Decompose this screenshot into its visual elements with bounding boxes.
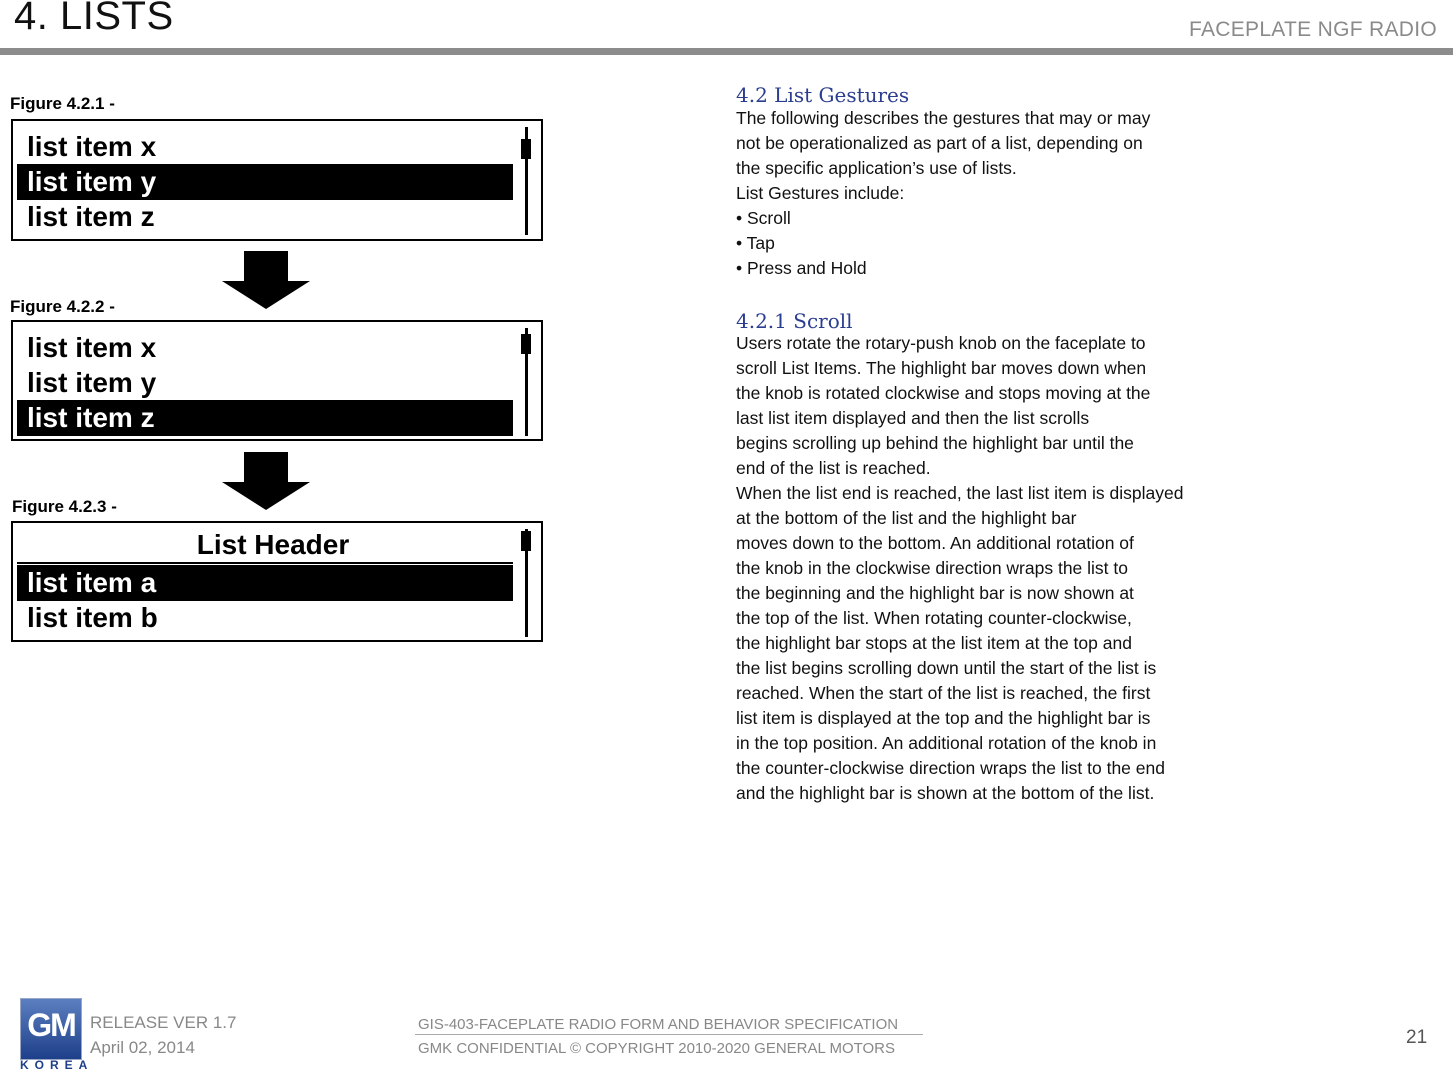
bullet-item: • Scroll — [736, 208, 791, 228]
paragraph-line: the list begins scrolling down until the start of the list is — [736, 658, 1157, 678]
list-screen-2 — [11, 320, 543, 441]
down-arrow-icon — [222, 452, 310, 510]
paragraph-line: the knob in the clockwise direction wraps the list to — [736, 558, 1128, 578]
down-arrow-icon — [222, 251, 310, 309]
paragraph-line: in the top position. An additional rotation of the knob in — [736, 733, 1157, 753]
list-item-highlighted: list item z — [17, 400, 513, 436]
scrollbar-thumb — [521, 334, 531, 354]
list-item-highlighted: list item y — [17, 164, 513, 200]
scrollbar-thumb — [521, 139, 531, 159]
logo-subtitle: KOREA — [20, 1058, 94, 1072]
paragraph-line: the top of the list. When rotating counter-clockwise, — [736, 608, 1132, 628]
copyright: GMK CONFIDENTIAL © COPYRIGHT 2010-2020 GENERAL MOTORS — [418, 1040, 896, 1057]
paragraph-line: Users rotate the rotary-push knob on the faceplate to — [736, 333, 1146, 353]
paragraph-line: moves down to the bottom. An additional rotation of — [736, 533, 1134, 553]
list-item: list item z — [27, 201, 155, 232]
paragraph-line: When the list end is reached, the last list item is displayed — [736, 483, 1184, 503]
paragraph-line: the beginning and the highlight bar is now shown at — [736, 583, 1134, 603]
paragraph-line: List Gestures include: — [736, 183, 905, 203]
section-heading-scroll: 4.2.1 Scroll — [736, 309, 853, 333]
section-body-scroll — [736, 331, 1183, 806]
release-version: RELEASE VER 1.7 — [90, 1013, 237, 1032]
list-item: list item x — [27, 131, 157, 162]
figure-label-2: Figure 4.2.2 - — [10, 297, 115, 316]
spec-info — [418, 1013, 898, 1061]
paragraph-line: end of the list is reached. — [736, 458, 931, 478]
release-date: April 02, 2014 — [90, 1038, 195, 1057]
paragraph-line: at the bottom of the list and the highlight bar — [736, 508, 1077, 528]
footer-divider — [415, 1034, 923, 1035]
paragraph-line: the knob is rotated clockwise and stops moving at the — [736, 383, 1151, 403]
logo-text: GM — [27, 1007, 75, 1043]
list-screen-3 — [11, 521, 543, 642]
list-item-highlighted: list item a — [17, 565, 513, 601]
figure-label-1: Figure 4.2.1 - — [10, 94, 115, 113]
header-rule — [0, 48, 1453, 55]
bullet-item: • Tap — [736, 233, 775, 253]
list-item: list item b — [27, 602, 158, 633]
paragraph-line: begins scrolling up behind the highlight bar until the — [736, 433, 1134, 453]
paragraph-line: the specific application’s use of lists. — [736, 158, 1017, 178]
paragraph-line: not be operationalized as part of a list, depending on — [736, 133, 1143, 153]
gm-logo — [20, 998, 82, 1060]
page-number: 21 — [1406, 1027, 1428, 1048]
document-name: FACEPLATE NGF RADIO — [1188, 18, 1437, 41]
bullet-item: • Press and Hold — [736, 258, 867, 278]
page-title: 4. LISTS — [14, 0, 174, 38]
paragraph-line: the counter-clockwise direction wraps the list to the end — [736, 758, 1165, 778]
list-item: list item x — [27, 332, 157, 363]
spec-title: GIS-403-FACEPLATE RADIO FORM AND BEHAVIOR SPECIFICATION — [418, 1016, 899, 1033]
paragraph-line: scroll List Items. The highlight bar moves down when — [736, 358, 1147, 378]
figure-label-3: Figure 4.2.3 - — [12, 497, 117, 516]
release-info — [90, 1010, 236, 1060]
list-item: list item y — [27, 367, 157, 398]
list-header-divider — [17, 562, 513, 564]
scrollbar-thumb — [521, 531, 531, 551]
paragraph-line: last list item displayed and then the list scrolls — [736, 408, 1090, 428]
section-body-gestures — [736, 106, 1150, 281]
list-header: List Header — [196, 529, 350, 560]
list-screen-1 — [11, 119, 543, 241]
paragraph-line: The following describes the gestures that may or may — [736, 108, 1151, 128]
paragraph-line: reached. When the start of the list is reached, the first — [736, 683, 1151, 703]
paragraph-line: list item is displayed at the top and the highlight bar is — [736, 708, 1151, 728]
paragraph-line: and the highlight bar is shown at the bottom of the list. — [736, 783, 1155, 803]
paragraph-line: the highlight bar stops at the list item at the top and — [736, 633, 1132, 653]
section-heading-gestures: 4.2 List Gestures — [736, 83, 910, 107]
